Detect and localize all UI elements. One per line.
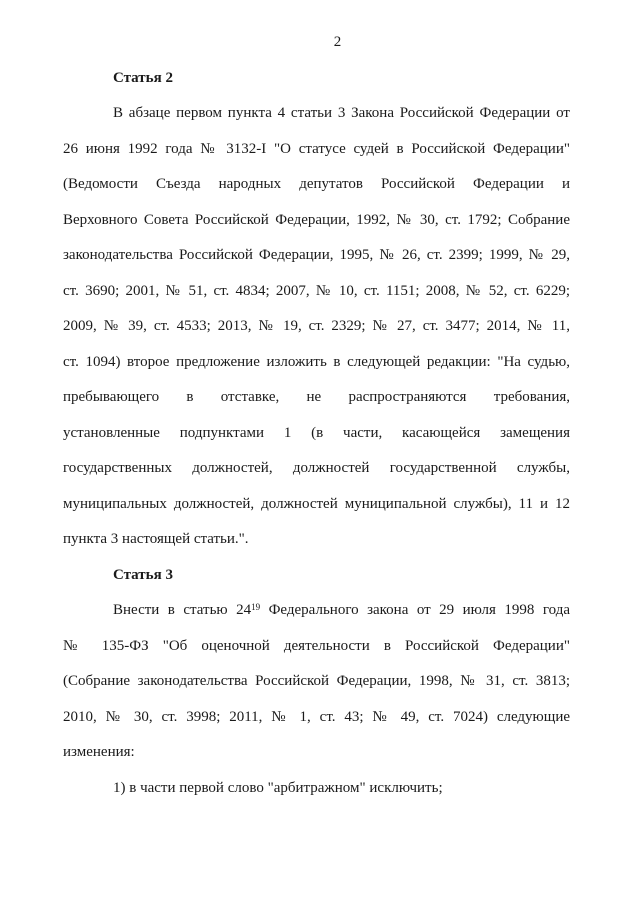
paragraph-line: 26 июня 1992 года № 3132-I "О статусе судей в Российской Федерации" (63, 140, 570, 157)
paragraph-line: муниципальных должностей, должностей муниципальной службы), 11 и 12 (63, 495, 570, 512)
paragraph-line: В абзаце первом пункта 4 статьи 3 Закона Российской Федерации от (113, 105, 570, 121)
document-page (63, 25, 570, 806)
paragraph-line: Внести в статью $24^{19}$ Федерального закона от 29 июля 1998 года (113, 601, 570, 618)
paragraph-line: пребывающего в отставке, не распространяются требования, (63, 389, 570, 405)
paragraph-line: (Собрание законодательства Российской Федерации, 1998, № 31, ст. 3813; (63, 673, 570, 689)
paragraph-line: установленные подпунктами 1 (в части, касающейся замещения (63, 424, 570, 441)
article-heading: Статья 3 (113, 566, 173, 583)
paragraph-line: законодательства Российской Федерации, 1995, № 26, ст. 2399; 1999, № 29, (63, 247, 570, 263)
paragraph-line: ст. 3690; 2001, № 51, ст. 4834; 2007, № 10, ст. 1151; 2008, № 52, ст. 6229; (63, 282, 570, 299)
paragraph-line: государственных должностей, должностей государственной службы, (63, 460, 570, 476)
paragraph-line: 2010, № 30, ст. 3998; 2011, № 1, ст. 43; № 49, ст. 7024) следующие (63, 708, 570, 725)
numbered-item-line: 1) в части первой слово "арбитражном" исключить; (113, 779, 443, 796)
document-body (63, 61, 570, 807)
paragraph-line: (Ведомости Съезда народных депутатов Российской Федерации и (63, 176, 570, 192)
paragraph-line: Верховного Совета Российской Федерации, 1992, № 30, ст. 1792; Собрание (63, 211, 570, 228)
paragraph-line: 2009, № 39, ст. 4533; 2013, № 19, ст. 2329; № 27, ст. 3477; 2014, № 11, (63, 318, 570, 334)
superscript: 19 (251, 601, 261, 612)
paragraph-line: изменения: (63, 744, 135, 760)
paragraph-line: № 135-ФЗ "Об оценочной деятельности в Российской Федерации" (63, 637, 570, 654)
paragraph-line: пункта 3 настоящей статьи.". (63, 531, 249, 547)
paragraph-line: ст. 1094) второе предложение изложить в следующей редакции: "На судью, (63, 353, 570, 370)
article-heading: Статья 2 (113, 69, 173, 86)
page-number: 2 (333, 34, 342, 50)
